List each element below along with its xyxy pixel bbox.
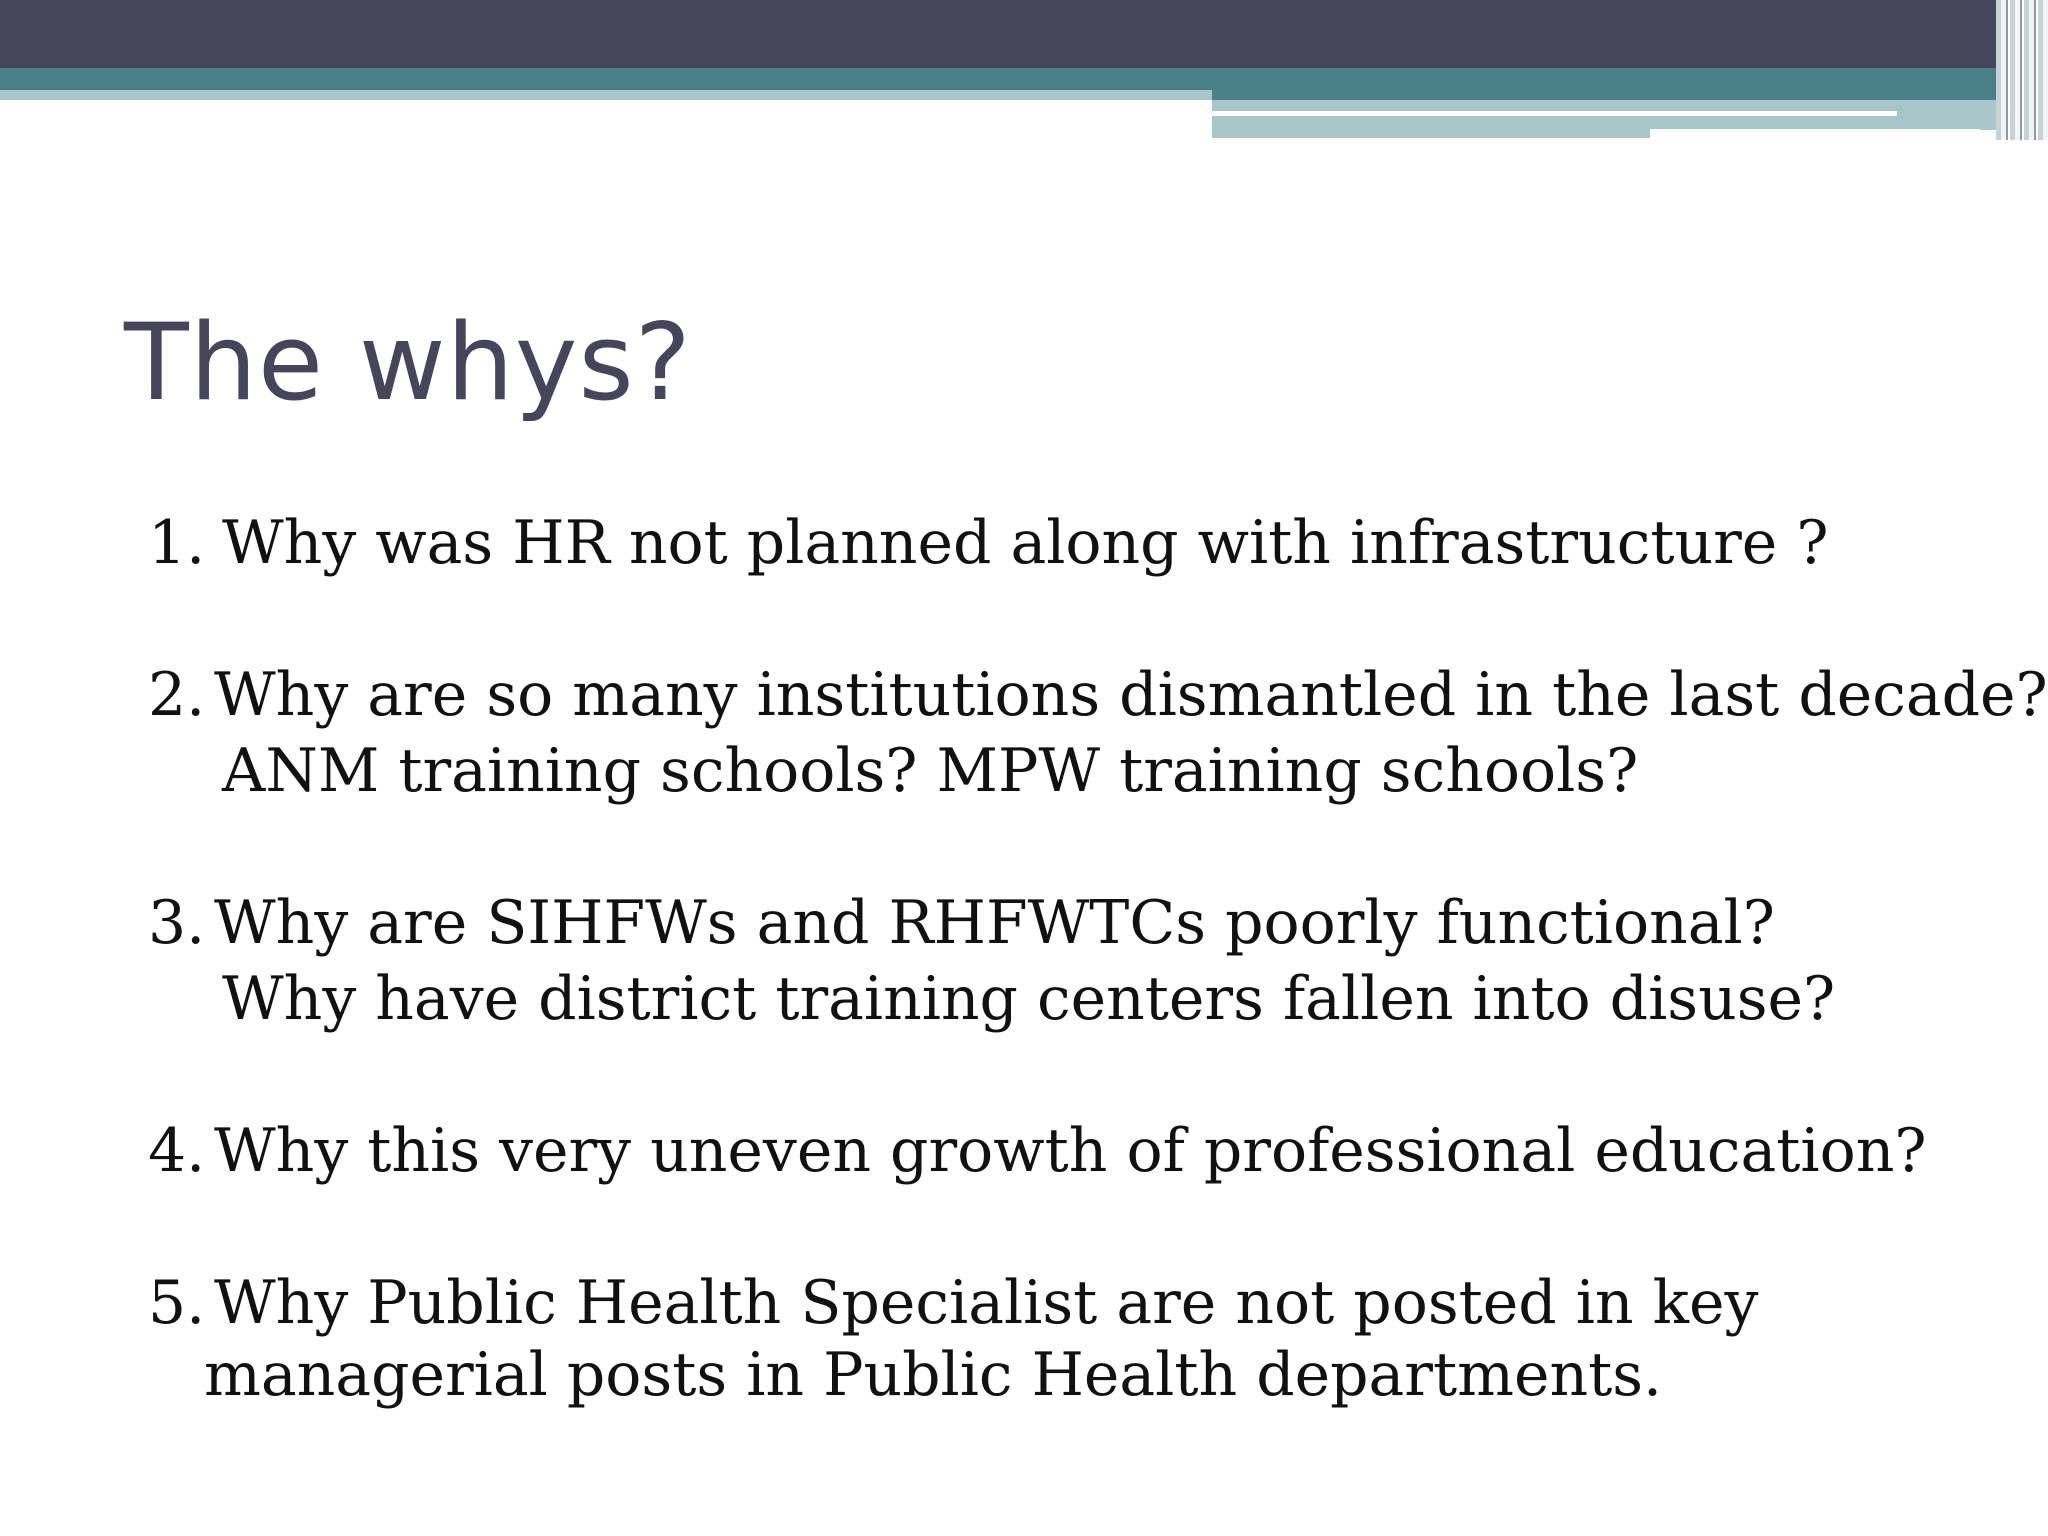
header-corner-stripes: [1996, 0, 2048, 140]
list-item-number: 5.: [148, 1268, 206, 1338]
list-item-text: Why are SIHFWs and RHFWTCs poorly functional?: [214, 888, 1775, 958]
list-item-number: 3.: [148, 888, 206, 958]
list-item: [148, 657, 2048, 809]
header-stub-light: [1212, 130, 1650, 138]
list-item-text-continuation: managerial posts in Public Health departments.: [204, 1340, 1663, 1410]
list-item: [148, 505, 2008, 581]
list-item-number: 2.: [148, 660, 206, 730]
slide-title: The whys?: [124, 301, 692, 424]
list-item: [148, 885, 2008, 1037]
header-line-white: [1212, 111, 1897, 116]
header-bar-dark: [0, 0, 2048, 68]
list-item-text: Why are so many institutions dismantled in the last decade?: [214, 660, 2048, 730]
list-item-text: Why Public Health Specialist are not posted in key: [214, 1268, 1759, 1338]
header-bar-teal-right: [1212, 90, 2048, 100]
header-line-white-short: [1650, 129, 1980, 134]
list-item-text: Why this very uneven growth of professional education?: [214, 1116, 1927, 1186]
header-bar-light-left: [0, 90, 1212, 100]
slide-body: [148, 505, 2048, 1410]
list-item-text-continuation: Why have district training centers fallen into disuse?: [222, 964, 1836, 1034]
list-item: [148, 1265, 2008, 1409]
list-item-text-continuation: ANM training schools? MPW training schools?: [222, 736, 1639, 806]
list-item: [148, 1113, 2008, 1189]
header-bar-teal: [0, 68, 2048, 90]
list-item-text: Why was HR not planned along with infrastructure ?: [222, 508, 1829, 578]
list-item-number: 1.: [148, 508, 206, 578]
list-item-number: 4.: [148, 1116, 206, 1186]
